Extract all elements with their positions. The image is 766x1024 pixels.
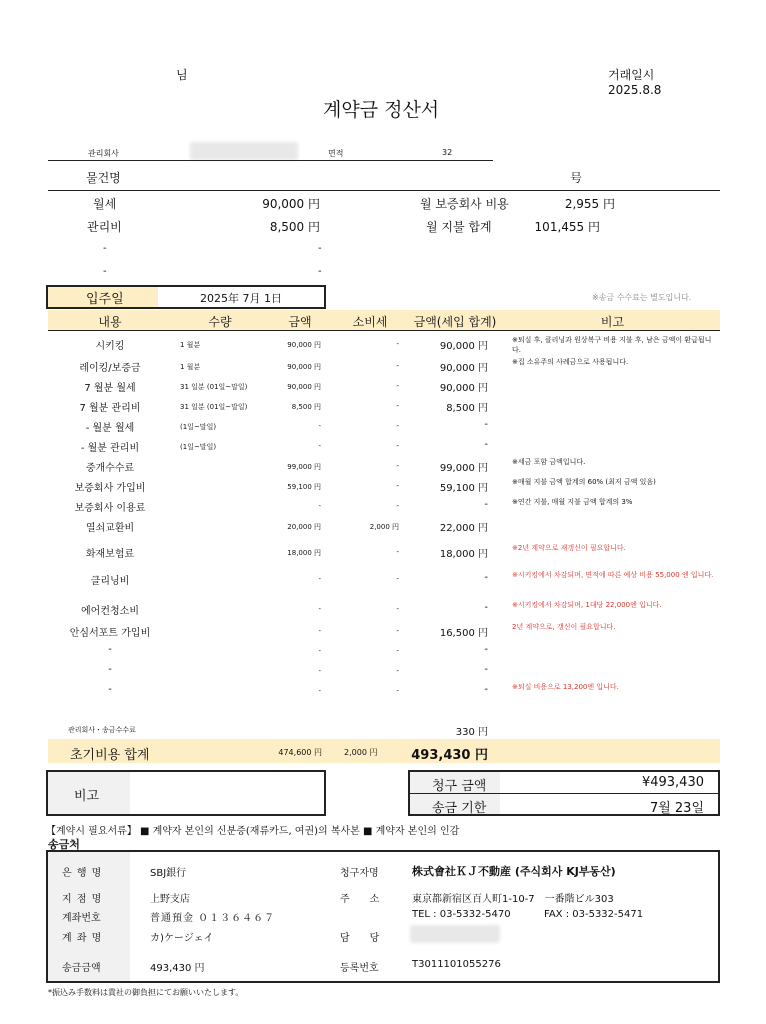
row-name: 레이킹/보증금: [79, 363, 141, 374]
dash: -: [318, 266, 322, 277]
row-total: -: [484, 664, 488, 675]
due-label: 송금 기한: [432, 801, 487, 816]
row-note: ※퇴실 비용으로 13,200엔 입니다.: [512, 683, 619, 691]
row-tax: -: [396, 548, 399, 556]
row-total: 8,500 円: [446, 403, 488, 414]
required-documents: 【계약시 필요서류】 ■ 계약자 본인의 신분증(재류카드, 여권)의 복사본 ■ 계약자 본인의 인감: [46, 826, 460, 837]
row-total: 59,100 円: [439, 483, 488, 494]
row-amount: -: [318, 667, 321, 675]
row-tax: 2,000 円: [369, 523, 399, 531]
remit-amount-label: 송금금액: [62, 963, 101, 974]
row-amount: -: [318, 442, 321, 450]
row-note: ※2년 계약으로 재갱신이 필요합니다.: [512, 544, 626, 552]
col-header-remarks: 비고: [600, 315, 625, 329]
divider: [48, 160, 493, 161]
branch-value: 上野支店: [150, 894, 190, 905]
account-no-value: 普通預金 ０１３６４６７: [150, 913, 276, 924]
mgmt-transfer-fee-label: 관리회사・송금수수료: [68, 726, 136, 734]
claimant-label: 청구자명: [340, 868, 379, 879]
row-note: ※세금 포함 금액입니다.: [512, 458, 586, 466]
footer-note: *振込み手数料は貴社の御負担にてお願いいたします。: [48, 988, 244, 997]
redacted-contact: [410, 925, 500, 943]
row-tax: -: [396, 402, 399, 410]
initial-total-amount: 474,600 円: [278, 748, 322, 757]
row-name: -: [108, 684, 112, 695]
row-amount: 20,000 円: [287, 523, 321, 531]
row-tax: -: [396, 575, 399, 583]
row-note: ※매월 지불 금액 합계의 60% (최저 금액 있음): [512, 478, 656, 486]
contact-label: 담 당: [340, 933, 380, 944]
col-header-tax: 소비세: [352, 315, 388, 329]
row-name: 7 월분 관리비: [79, 403, 141, 414]
row-name: -: [108, 644, 112, 655]
fee-label: 관리비: [87, 220, 122, 234]
row-total: 90,000 円: [439, 341, 488, 352]
row-note: 2년 계약으로, 갱신이 필요합니다.: [512, 623, 616, 631]
row-tax: -: [396, 647, 399, 655]
row-amount: 99,000 円: [287, 463, 321, 471]
page-title: 계약금 정산서: [323, 99, 440, 121]
row-amount: 59,100 円: [287, 483, 321, 491]
row-total: -: [484, 439, 488, 450]
row-note: ※집 소유주의 사례금으로 사용됩니다.: [512, 358, 629, 366]
billed-value: ¥493,430: [641, 775, 704, 790]
row-tax: -: [396, 627, 399, 635]
row-amount: -: [318, 687, 321, 695]
row-total: -: [484, 684, 488, 695]
account-name-value: カ)ケージェイ: [150, 933, 214, 944]
rent-value: 90,000 円: [262, 197, 320, 211]
remit-amount-value: 493,430 円: [150, 963, 205, 974]
claimant-value: 株式會社ＫＪ不動産 (주식회사 KJ부동산): [412, 865, 616, 878]
row-total: 16,500 円: [439, 628, 488, 639]
row-tax: -: [396, 502, 399, 510]
row-tax: -: [396, 422, 399, 430]
row-amount: -: [318, 605, 321, 613]
mgmt-transfer-fee-value: 330 円: [455, 727, 488, 738]
row-tax: -: [396, 442, 399, 450]
due-value: 7월 23일: [649, 801, 704, 816]
property-name-label: 물건명: [86, 171, 121, 185]
unit-label: 号: [570, 171, 583, 185]
row-name: - 월분 관리비: [80, 443, 140, 454]
row-name: 시키킹: [95, 341, 125, 352]
row-tax: -: [396, 667, 399, 675]
row-total: -: [484, 602, 488, 613]
row-note: ※연간 지불, 매월 지불 금액 합계의 3%: [512, 498, 633, 506]
row-total: 99,000 円: [439, 463, 488, 474]
row-tax: -: [396, 687, 399, 695]
divider: [48, 190, 720, 191]
col-header-amount: 금액: [288, 315, 312, 329]
date-value: 2025.8.8: [608, 83, 662, 97]
col-header-total: 금액(세입 합계): [413, 315, 497, 329]
row-name: 에어컨청소비: [81, 606, 139, 617]
rent-label: 월세: [93, 197, 117, 211]
row-name: 안심서포트 가입비: [69, 628, 151, 639]
dash: -: [103, 266, 107, 277]
tel: TEL : 03-5332-5470: [412, 909, 511, 920]
guarantee-value: 2,955 円: [564, 197, 615, 211]
account-no-label: 계좌번호: [62, 913, 101, 924]
address-value: 東京都新宿区百人町1-10-7 一番階ビル303: [412, 894, 614, 905]
row-note: ※시키킹에서 차감되며, 1대당 22,000엔 입니다.: [512, 601, 662, 609]
row-name: 클리닝비: [90, 576, 130, 587]
row-total: 90,000 円: [439, 383, 488, 394]
redacted-company: [190, 142, 298, 160]
row-tax: -: [396, 605, 399, 613]
row-qty: 31 일분 (01일~말일): [180, 383, 248, 391]
row-tax: -: [396, 362, 399, 370]
row-amount: 90,000 円: [287, 383, 321, 391]
account-name-label: 계 좌 명: [62, 933, 103, 944]
fee-value: 8,500 円: [269, 220, 320, 234]
branch-label: 지 점 명: [62, 894, 103, 905]
fax: FAX : 03-5332-5471: [544, 909, 644, 920]
row-name: 보증회사 이용료: [74, 503, 146, 514]
initial-total-value: 493,430 円: [411, 748, 488, 763]
guarantee-label: 월 보증회사 비용: [420, 197, 509, 211]
row-amount: -: [318, 422, 321, 430]
row-qty: 31 일분 (01일~말일): [180, 403, 248, 411]
area-label: 면적: [328, 149, 344, 158]
remarks-label: 비고: [74, 789, 100, 804]
row-total: -: [484, 644, 488, 655]
move-in-date: 2025年 7月 1日: [200, 292, 282, 305]
address-label: 주 소: [340, 894, 380, 905]
row-total: 90,000 円: [439, 363, 488, 374]
move-in-label: 입주일: [86, 292, 124, 307]
row-tax: -: [396, 462, 399, 470]
initial-total-tax: 2,000 円: [344, 748, 378, 757]
billed-label: 청구 금액: [432, 779, 487, 794]
divider: [48, 330, 720, 331]
row-total: 22,000 円: [439, 523, 488, 534]
mgmt-company-label: 관리회사: [88, 149, 119, 158]
row-amount: 90,000 円: [287, 341, 321, 349]
date-label: 거래일시: [608, 68, 655, 82]
row-tax: -: [396, 340, 399, 348]
row-name: -: [108, 664, 112, 675]
row-qty: (1일~말일): [180, 423, 217, 431]
row-note: ※시키킹에서 차감되며, 면적에 따른 예상 비용 55,000 엔 입니다.: [512, 571, 714, 579]
row-amount: 18,000 円: [287, 549, 321, 557]
row-name: 보증회사 가입비: [74, 483, 146, 494]
row-qty: (1일~말일): [180, 443, 217, 451]
recipient-suffix: 님: [176, 68, 188, 82]
reg-label: 등록번호: [340, 963, 379, 974]
dash: -: [318, 243, 322, 254]
row-total: 18,000 円: [439, 549, 488, 560]
row-qty: 1 월분: [180, 363, 201, 371]
col-header-qty: 수량: [208, 315, 232, 329]
row-amount: -: [318, 627, 321, 635]
monthly-total-label: 월 지불 합계: [426, 220, 492, 234]
row-name: 화재보험료: [85, 549, 135, 560]
col-header-content: 내용: [98, 315, 122, 329]
row-amount: -: [318, 647, 321, 655]
row-tax: -: [396, 482, 399, 490]
row-name: 중개수수료: [85, 463, 135, 474]
remit-title: 송금처: [48, 838, 80, 851]
row-amount: 8,500 円: [291, 403, 321, 411]
row-name: - 월분 월세: [85, 423, 135, 434]
row-qty: 1 월분: [180, 341, 201, 349]
dash: -: [103, 243, 107, 254]
monthly-total-value: 101,455 円: [534, 220, 600, 234]
reg-value: T3011101055276: [412, 959, 501, 970]
area-value: 32: [442, 148, 453, 157]
row-amount: -: [318, 575, 321, 583]
row-note: ※퇴실 후, 클리닝과 원상복구 비용 지불 후, 남은 금액이 환급됩니다.: [512, 336, 712, 354]
row-amount: -: [318, 502, 321, 510]
initial-total-label: 초기비용 합계: [70, 748, 150, 763]
row-name: 7 월분 월세: [84, 383, 136, 394]
row-tax: -: [396, 382, 399, 390]
row-name: 열쇠교환비: [85, 523, 135, 534]
row-total: -: [484, 572, 488, 583]
row-amount: 90,000 円: [287, 363, 321, 371]
bank-label: 은 행 명: [62, 868, 103, 879]
row-total: -: [484, 499, 488, 510]
transfer-fee-note: ※송금 수수료는 별도입니다.: [592, 293, 692, 302]
row-total: -: [484, 419, 488, 430]
bank-value: SBJ銀行: [150, 868, 187, 879]
